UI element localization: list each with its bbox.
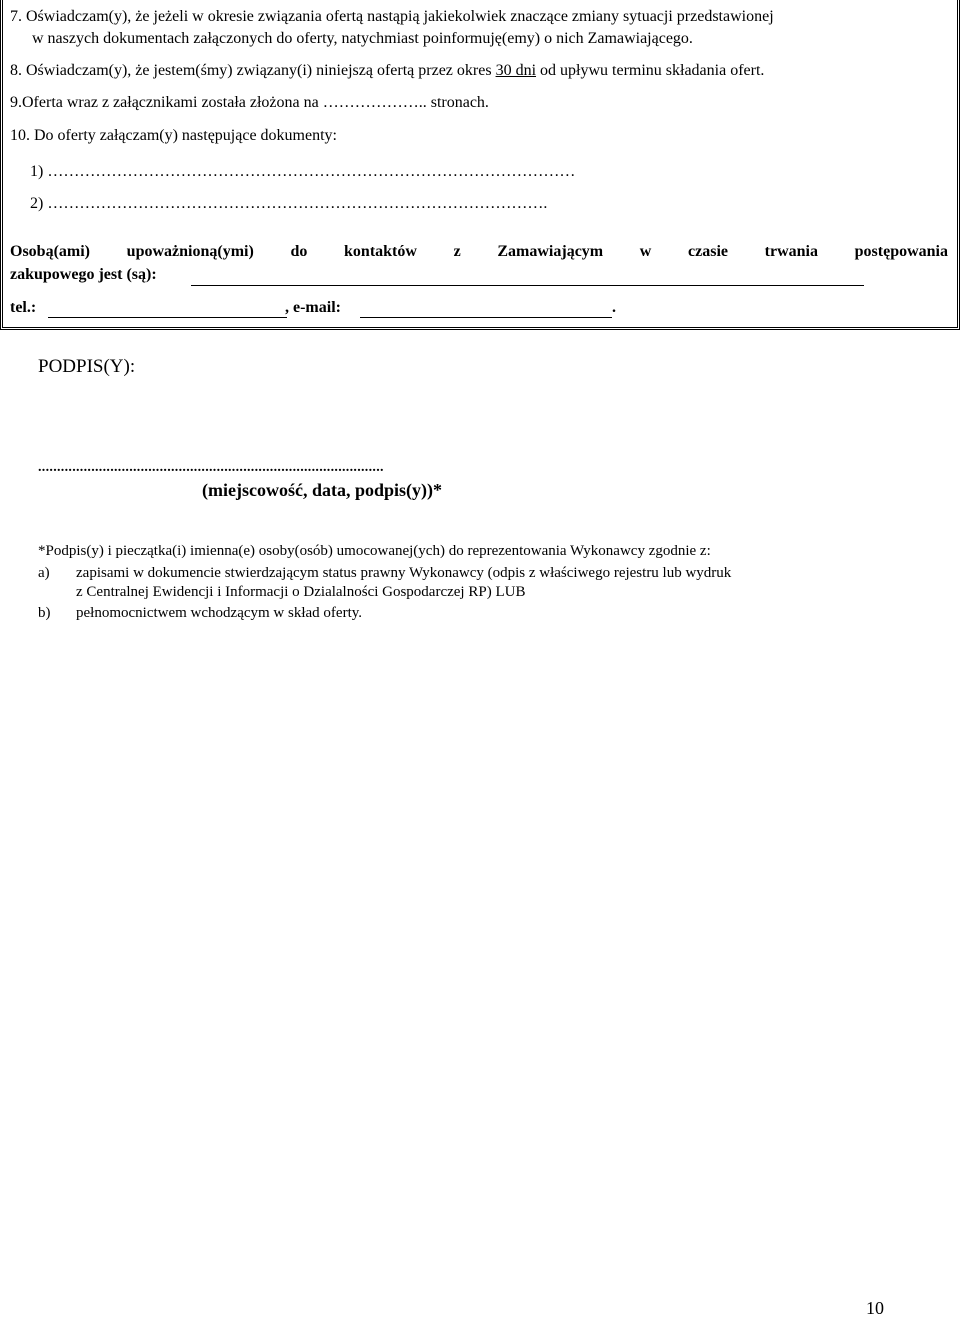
item-7-line-2: w naszych dokumentach załączonych do oferty, natychmiast poinformuję(emy) o nich Zamawiającego. bbox=[32, 30, 693, 47]
tel-label: tel.: bbox=[10, 299, 37, 316]
footnote-intro: *Podpis(y) i pieczątka(i) imienna(e) osoby(osób) umocowanej(ych) do reprezentowania Wykonawcy zgodnie z: bbox=[38, 543, 711, 559]
tel-field[interactable] bbox=[48, 317, 287, 318]
contact-person-text: Osobą(ami) upoważnioną(ymi) do kontaktów z Zamawiającym w czasie trwania postępowania bbox=[10, 243, 948, 260]
footnote-a-line-2: z Centralnej Ewidencji i Informacji o Dzialalności Gospodarczej RP) LUB bbox=[76, 584, 526, 600]
signature-caption: (miejscowość, data, podpis(y))* bbox=[202, 480, 442, 500]
item-8-text-after: od upływu terminu składania ofert. bbox=[536, 62, 765, 79]
footnote-b-line-1: pełnomocnictwem wchodzącym w skład oferty. bbox=[76, 605, 363, 621]
signature-heading: PODPIS(Y): bbox=[38, 356, 136, 377]
item-8-text-before: 8. Oświadczam(y), że jestem(śmy) związany(i) niniejszą ofertą przez okres bbox=[10, 62, 496, 79]
contact-person-field[interactable] bbox=[191, 285, 864, 286]
item-8 bbox=[10, 61, 764, 81]
email-field[interactable] bbox=[360, 317, 612, 318]
document-line-2: 2) …………………………………………………………………………………. bbox=[30, 195, 548, 212]
footnote-a-line-1: zapisami w dokumencie stwierdzającym status prawny Wykonawcy (odpis z właściwego rejestru lub wydruk bbox=[76, 565, 732, 581]
footnote-marker-b: b) bbox=[38, 605, 51, 621]
contact-person-text-2: zakupowego jest (są): bbox=[10, 266, 157, 283]
item-8-period: 30 dni bbox=[495, 62, 537, 79]
signature-dots: ........................................................................................... bbox=[38, 460, 384, 475]
contact-end: . bbox=[612, 299, 616, 316]
footnote-marker-a: a) bbox=[38, 565, 50, 581]
item-7-line-1: 7. Oświadczam(y), że jeżeli w okresie związania ofertą nastąpią jakiekolwiek znaczące zmiany sytuacji przedstawionej bbox=[10, 8, 774, 25]
document-line-1: 1) ……………………………………………………………………………………… bbox=[30, 163, 576, 180]
item-10: 10. Do oferty załączam(y) następujące dokumenty: bbox=[10, 127, 337, 144]
email-label: , e-mail: bbox=[285, 299, 341, 316]
page-number: 10 bbox=[866, 1298, 884, 1318]
item-9: 9.Oferta wraz z załącznikami została złożona na ……………….. stronach. bbox=[10, 94, 489, 111]
